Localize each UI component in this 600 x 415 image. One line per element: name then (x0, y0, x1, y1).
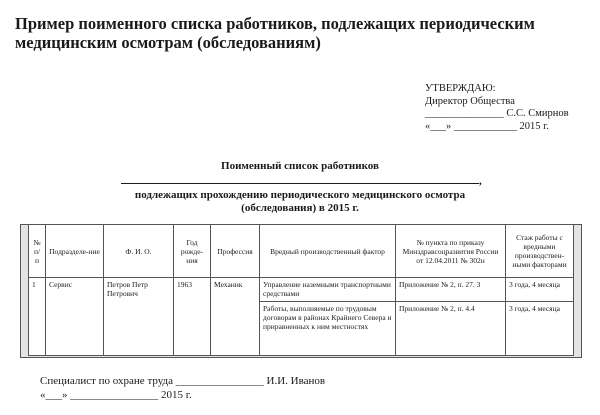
list-title: Поименный список работников (221, 160, 379, 172)
cell-order-item: Приложение № 2, п. 27. 3 (396, 278, 506, 302)
approval-signature-line: _______________ С.С. Смирнов (425, 108, 569, 119)
organization-blank-line (121, 183, 479, 184)
footer-date-line: «___» ________________ 2015 г. (40, 389, 192, 401)
header-experience: Стаж работы с вредными производствен-ными факторами (506, 225, 574, 278)
header-department: Подразделе-ние (46, 225, 104, 278)
employees-table (28, 224, 574, 356)
footer-block (40, 374, 325, 402)
list-subtitle-2: (обследования) в 2015 г. (241, 202, 359, 214)
header-name: Ф. И. О. (104, 225, 174, 278)
header-harmful-factor: Вредный производственный фактор (260, 225, 396, 278)
cell-order-item: Приложение № 2, п. 4.4 (396, 302, 506, 356)
header-birth-year: Год рожде-ния (174, 225, 211, 278)
cell-num: 1 (29, 278, 46, 356)
cell-birth-year: 1963 (174, 278, 211, 356)
header-profession: Профессия (211, 225, 260, 278)
header-num: № п/п (29, 225, 46, 278)
list-subtitle-1: подлежащих прохождению периодического медицинского осмотра (134, 189, 466, 201)
cell-experience: 3 года, 4 месяца (506, 278, 574, 302)
header-order-item: № пункта по приказу Минздравсоцразвития России от 12.04.2011 № 302н (396, 225, 506, 278)
cell-department: Сервис (46, 278, 104, 356)
cell-experience: 3 года, 4 месяца (506, 302, 574, 356)
specialist-signature-line: Специалист по охране труда ________________ И.И. Иванов (40, 375, 326, 387)
approval-date-line: «___» ____________ 2015 г. (425, 120, 549, 132)
blank-line-comma: , (479, 175, 482, 187)
document-heading: Пример поименного списка работников, подлежащих периодическим медицинским осмотрам (обследованиям) (15, 14, 535, 52)
cell-factor: Управление наземными транспортными средствами (260, 278, 396, 302)
cell-profession: Механик (211, 278, 260, 356)
cell-name: Петров Петр Петрович (104, 278, 174, 356)
approval-label: УТВЕРЖДАЮ: (425, 83, 496, 94)
table-header-row (29, 225, 574, 278)
approval-position: Директор Общества (425, 95, 515, 107)
cell-factor: Работы, выполняемые по трудовым договорам в районах Крайнего Севера и приравненных к ним местностях (260, 302, 396, 356)
table-row (29, 278, 574, 302)
approval-block (425, 83, 595, 133)
